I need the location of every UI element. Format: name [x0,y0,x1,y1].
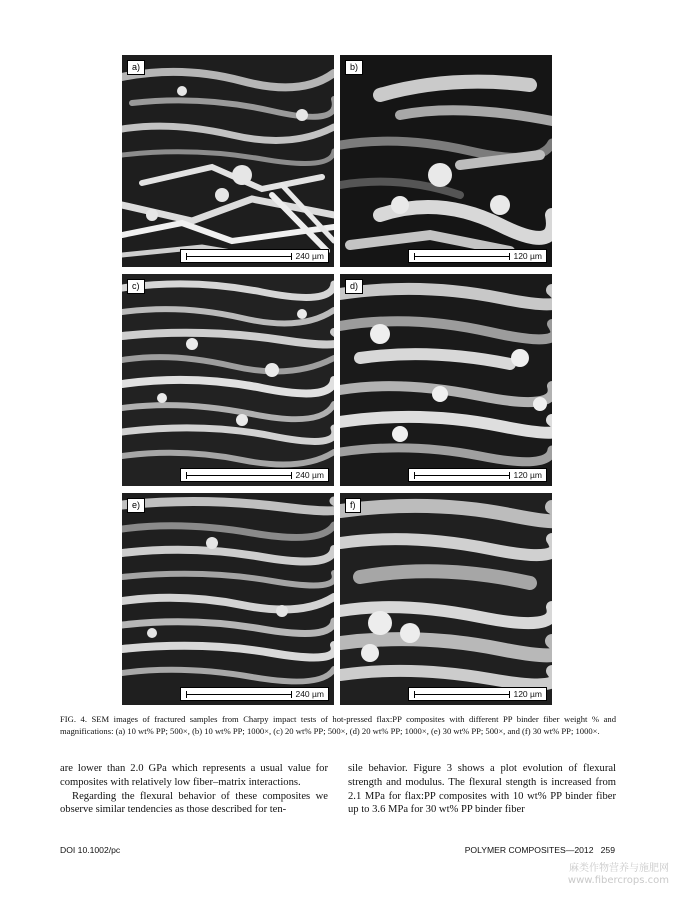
scale-bar-line [414,475,510,476]
footer-journal: POLYMER COMPOSITES—2012 259 [464,845,615,855]
sem-image-e [122,493,334,705]
paragraph: are lower than 2.0 GPa which represents a usual value for composites with relatively low fiber–matrix interactions. [60,763,328,788]
scale-bar-label: 120 µm [513,470,542,480]
panel-label: d) [345,279,363,294]
sem-image-d [340,274,552,486]
text-column-right [348,762,616,817]
sem-figure [122,55,552,705]
scale-bar-label: 240 µm [295,251,324,261]
sem-image-b [340,55,552,267]
scale-bar-line [186,475,292,476]
scale-bar-line [186,256,292,257]
panel-label: c) [127,279,145,294]
scale-bar [408,249,547,263]
scale-bar-line [186,694,292,695]
sem-panel-f [340,493,552,705]
sem-image-a [122,55,334,267]
sem-image-f [340,493,552,705]
sem-panel-d [340,274,552,486]
sem-image-c [122,274,334,486]
watermark-url: www.fibercrops.com [567,875,669,886]
watermark [568,863,669,887]
paragraph: sile behavior. Figure 3 shows a plot evolution of flexural strength and modulus. The flexural stength is increased from 2.1 MPa for flax:PP composites with 10 wt% PP binder fiber up to 3.6 MPa for 30 wt% PP binder fiber [348,763,616,816]
panel-label: a) [127,60,145,75]
scale-bar-label: 120 µm [513,251,542,261]
sem-panel-a [122,55,334,267]
figure-caption: FIG. 4. SEM images of fractured samples from Charpy impact tests of hot-pressed flax:PP composites with different PP binder fiber weight % and magnifications: (a) 10 wt% PP; 500×, (b) 10 wt% PP; 1000×, (c) 20 wt% PP; 500×, (d) 20 wt% PP; 1000×, (e) 30 wt% PP; 500×, and (f) 30 wt% PP; 1000×. [60,714,616,736]
footer-doi: DOI 10.1002/pc [60,845,121,855]
text-column-left [60,762,328,817]
scale-bar [180,468,329,482]
scale-bar-label: 120 µm [513,689,542,699]
scale-bar-line [414,256,510,257]
sem-panel-c [122,274,334,486]
watermark-line: 麻类作物营养与施肥网 [569,863,669,874]
scale-bar [180,249,329,263]
sem-panel-b [340,55,552,267]
scale-bar-label: 240 µm [295,689,324,699]
panel-label: b) [345,60,363,75]
scale-bar [408,687,547,701]
panel-label: e) [127,498,145,513]
scale-bar-line [414,694,510,695]
paragraph: Regarding the flexural behavior of these composites we observe similar tendencies as those described for ten- [60,790,328,816]
scale-bar [408,468,547,482]
sem-panel-e [122,493,334,705]
scale-bar [180,687,329,701]
panel-label: f) [345,498,361,513]
scale-bar-label: 240 µm [295,470,324,480]
